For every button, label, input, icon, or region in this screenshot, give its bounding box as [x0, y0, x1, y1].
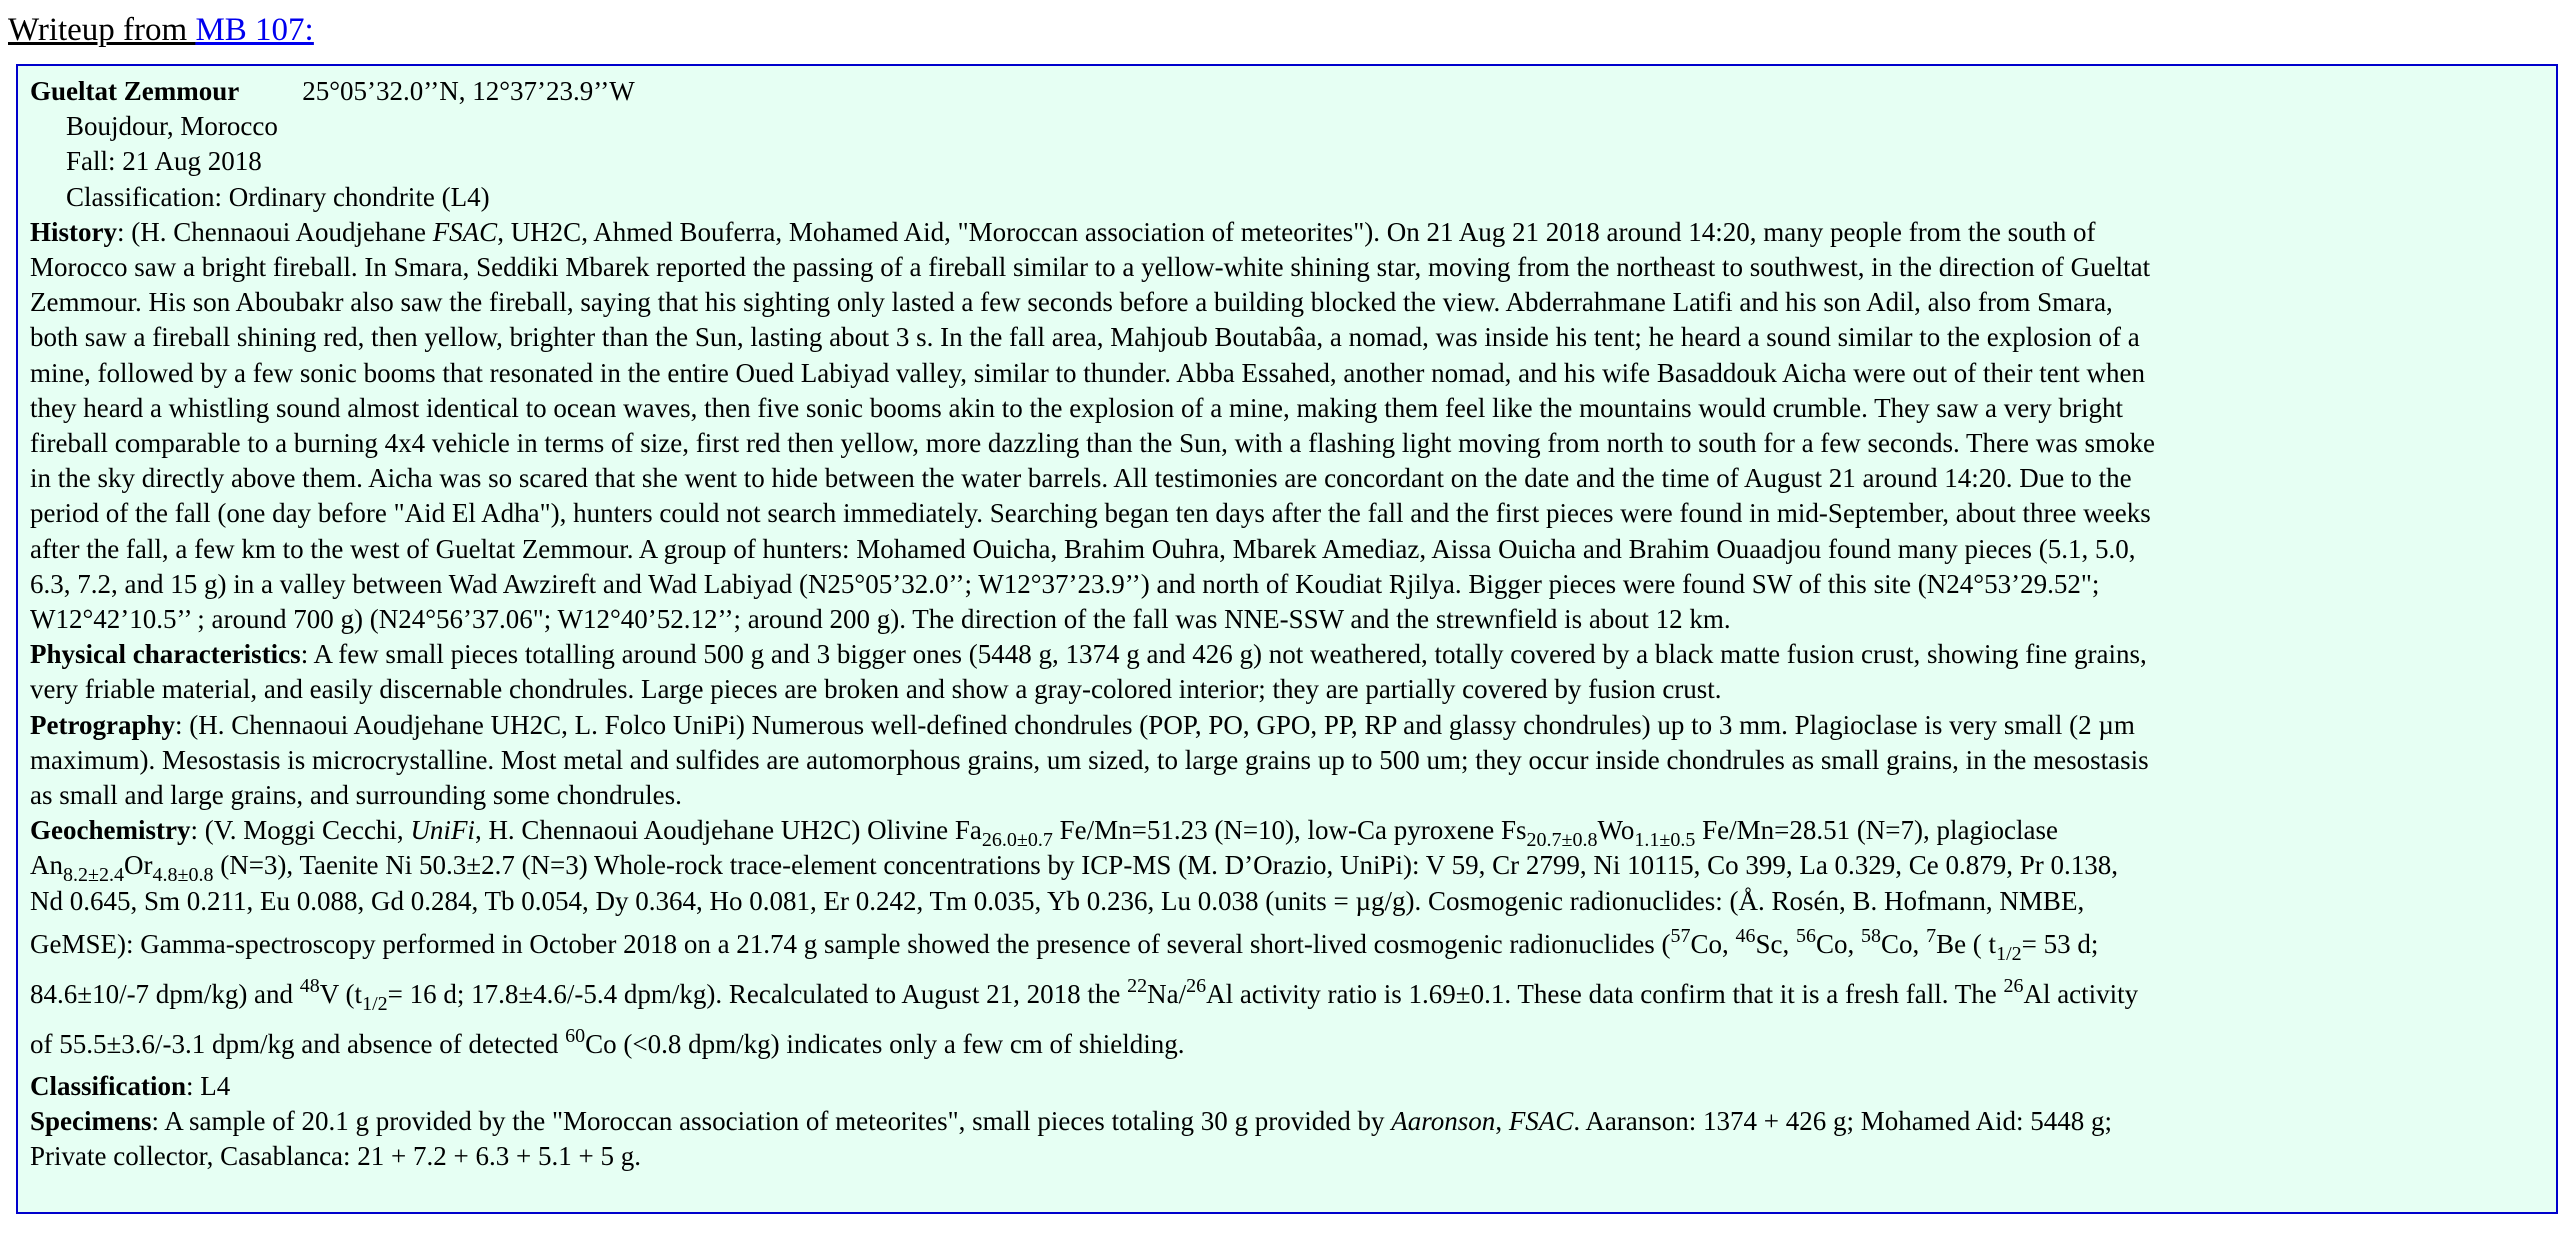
fs-subscript: 20.7±0.8	[1526, 829, 1598, 852]
history-text: W12°42’10.5’’ ; around 700 g) (N24°56’37.06"; W12°40’52.12’’; around 200 g). The direction of the fall was NNE-SSW and the strewnfield is about 12 km.	[30, 604, 1731, 635]
history-text: after the fall, a few km to the west of Gueltat Zemmour. A group of hunters: Mohamed Ouicha, Brahim Ouhra, Mbarek Amediaz, Aissa Ouicha and Brahim Ouaadjou found many pieces (5.1, 5.0,	[30, 533, 2136, 564]
geochem-text: An	[30, 850, 63, 881]
geochemistry-section	[30, 813, 2544, 1069]
history-label: History	[30, 216, 117, 247]
history-section	[30, 215, 2544, 637]
half-life-subscript: 1/2	[362, 992, 388, 1015]
heading-prefix: Writeup from	[8, 12, 196, 48]
classification-section	[30, 1069, 2544, 1104]
geochem-unifi: UniFi	[410, 815, 475, 846]
history-fsac: FSAC	[432, 216, 498, 247]
history-text: fireball comparable to a burning 4x4 vehicle in terms of size, first red then yellow, more dazzling than the Sun, with a flashing light moving from north to south for a few seconds. There was smoke	[30, 428, 2155, 459]
geochem-text: Al activity	[2023, 978, 2139, 1009]
geochem-text: Fe/Mn=28.51 (N=7), plagioclase	[1695, 815, 2058, 846]
physical-section	[30, 637, 2544, 707]
an-subscript: 8.2±2.4	[63, 864, 124, 887]
isotope-superscript: 60	[565, 1024, 586, 1047]
isotope-superscript: 22	[1127, 974, 1148, 997]
geochem-text: (N=3), Taenite Ni 50.3±2.7 (N=3) Whole-rock trace-element concentrations by ICP-MS (M. D’Orazio, UniPi): V 59, Cr 2799, Ni 10115, Co 399, La 0.329, Ce 0.879, Pr 0.138,	[213, 850, 2119, 881]
title-line	[30, 74, 2544, 109]
geochem-text: Sc,	[1755, 928, 1797, 959]
specimens-aaronson: Aaronson	[1391, 1106, 1496, 1137]
petrography-section	[30, 708, 2544, 814]
meteorite-location: Boujdour, Morocco	[66, 111, 278, 142]
meteorite-name: Gueltat Zemmour	[30, 76, 240, 106]
specimens-section	[30, 1104, 2544, 1174]
history-text: mine, followed by a few sonic booms that resonated in the entire Oued Labiyad valley, similar to thunder. Abba Essahed, another nomad, and his wife Basaddouk Aicha were out of their tent when	[30, 357, 2145, 388]
half-life-subscript: 1/2	[1996, 942, 2022, 965]
geochem-text: Co,	[1690, 928, 1736, 959]
history-text: they heard a whistling sound almost identical to ocean waves, then five sonic booms akin to the explosion of a mine, making them feel like the mountains would crumble. They saw a very bright	[30, 392, 2124, 423]
mb107-link[interactable]: MB 107:	[195, 12, 314, 48]
geochem-text: Na/	[1147, 978, 1187, 1009]
meteorite-writeup-box	[16, 64, 2558, 1214]
isotope-superscript: 58	[1861, 924, 1882, 947]
or-subscript: 4.8±0.8	[152, 864, 214, 887]
fa-subscript: 26.0±0.7	[981, 829, 1053, 852]
petrography-text: : (H. Chennaoui Aoudjehane UH2C, L. Folco UniPi) Numerous well-defined chondrules (POP, PO, GPO, PP, RP and glassy chondrules) up to 3 mm. Plagioclase is very small (2 µm	[174, 709, 2135, 740]
geochem-text: = 16 d; 17.8±4.6/-5.4 dpm/kg). Recalculated to August 21, 2018 the	[387, 978, 1128, 1009]
history-text: : (H. Chennaoui Aoudjehane	[117, 216, 433, 247]
geochem-text: Co,	[1816, 928, 1862, 959]
geochemistry-label: Geochemistry	[30, 815, 191, 846]
meteorite-classification-line: Classification: Ordinary chondrite (L4)	[66, 181, 490, 212]
specimens-fsac: FSAC	[1508, 1106, 1574, 1137]
classification-label: Classification	[30, 1070, 187, 1101]
physical-text: : A few small pieces totalling around 500 g and 3 bigger ones (5448 g, 1374 g and 426 g) not weathered, totally covered by a black matte fusion crust, showing fine grains,	[300, 639, 2147, 670]
isotope-superscript: 56	[1796, 924, 1817, 947]
meteorite-coords: 25°05’32.0’’N, 12°37’23.9’’W	[302, 76, 635, 106]
specimens-text: . Aaranson: 1374 + 426 g; Mohamed Aid: 5448 g;	[1573, 1106, 2113, 1137]
physical-label: Physical characteristics	[30, 639, 301, 670]
wo-subscript: 1.1±0.5	[1634, 829, 1696, 852]
geochem-text: = 53 d;	[2021, 928, 2099, 959]
isotope-superscript: 26	[2003, 974, 2024, 997]
history-text: 6.3, 7.2, and 15 g) in a valley between Wad Awzireft and Wad Labiyad (N25°05’32.0’’; W12°37’23.9’’) and north of Koudiat Rjilya. Bigger pieces were found SW of this site (N24°53’29.52";	[30, 568, 2100, 599]
history-text: period of the fall (one day before "Aid El Adha"), hunters could not search immediately. Searching began ten days after the fall and the first pieces were found in mid-September, about three weeks	[30, 498, 2151, 529]
geochem-text: , H. Chennaoui Aoudjehane UH2C) Olivine Fa	[474, 815, 982, 846]
isotope-superscript: 48	[299, 974, 320, 997]
geochem-text: Co (<0.8 dpm/kg) indicates only a few cm of shielding.	[585, 1028, 1185, 1059]
physical-text: very friable material, and easily discernable chondrules. Large pieces are broken and show a gray-colored interior; they are partially covered by fusion crust.	[30, 674, 1722, 705]
geochem-text: : (V. Moggi Cecchi,	[190, 815, 411, 846]
geochem-text: GeMSE): Gamma-spectroscopy performed in October 2018 on a 21.74 g sample showed the presence of several short-lived cosmogenic radionuclides (	[30, 928, 1671, 959]
history-text: in the sky directly above them. Aicha was so scared that she went to hide between the water barrels. All testimonies are concordant on the date and the time of August 21 around 14:20. Due to the	[30, 463, 2132, 494]
isotope-superscript: 57	[1670, 924, 1691, 947]
history-text: Morocco saw a bright fireball. In Smara, Seddiki Mbarek reported the passing of a fireball similar to a yellow-white shining star, moving from the northeast to southwest, in the direction of Gueltat	[30, 252, 2151, 283]
history-text: both saw a fireball shining red, then yellow, brighter than the Sun, lasting about 3 s. In the fall area, Mahjoub Boutabâa, a nomad, was inside his tent; he heard a sound similar to the explosion of a	[30, 322, 2140, 353]
specimens-text: : A sample of 20.1 g provided by the "Moroccan association of meteorites", small pieces totaling 30 g provided by	[151, 1106, 1392, 1137]
meteorite-fall-date: Fall: 21 Aug 2018	[66, 146, 262, 177]
petrography-label: Petrography	[30, 709, 175, 740]
specimens-text: ,	[1495, 1106, 1509, 1137]
petrography-text: maximum). Mesostasis is microcrystalline. Most metal and sulfides are automorphous grains, um sized, to large grains up to 500 um; they occur inside chondrules as small grains, in the mesostasis	[30, 744, 2149, 775]
geochem-text: 84.6±10/-7 dpm/kg) and	[30, 978, 300, 1009]
isotope-superscript: 7	[1926, 924, 1937, 947]
geochem-text: of 55.5±3.6/-3.1 dpm/kg and absence of detected	[30, 1028, 566, 1059]
petrography-text: as small and large grains, and surrounding some chondrules.	[30, 780, 682, 811]
isotope-superscript: 26	[1186, 974, 1207, 997]
specimens-text: Private collector, Casablanca: 21 + 7.2 + 6.3 + 5.1 + 5 g.	[30, 1141, 641, 1172]
history-text: , UH2C, Ahmed Bouferra, Mohamed Aid, "Moroccan association of meteorites"). On 21 Aug 21 2018 around 14:20, many people from the south of	[497, 216, 2096, 247]
geochem-text: Or	[123, 850, 153, 881]
geochem-text: Nd 0.645, Sm 0.211, Eu 0.088, Gd 0.284, Tb 0.054, Dy 0.364, Ho 0.081, Er 0.242, Tm 0.035, Yb 0.236, Lu 0.038 (units = µg/g). Cosmogenic radionuclides: (Å. Rosén, B. Hofmann, NMBE,	[30, 885, 2085, 916]
geochem-text: Al activity ratio is 1.69±0.1. These data confirm that it is a fresh fall. The	[1206, 978, 2004, 1009]
history-text: Zemmour. His son Aboubakr also saw the fireball, saying that his sighting only lasted a few seconds before a building blocked the view. Abderrahmane Latifi and his son Adil, also from Smara,	[30, 287, 2113, 318]
geochem-text: Fe/Mn=51.23 (N=10), low-Ca pyroxene Fs	[1052, 815, 1527, 846]
isotope-superscript: 46	[1735, 924, 1756, 947]
specimens-label: Specimens	[30, 1106, 152, 1137]
writeup-heading	[8, 10, 314, 50]
geochem-text: V (t	[319, 978, 363, 1009]
geochem-text: Be ( t	[1936, 928, 1997, 959]
geochem-text: Co,	[1881, 928, 1927, 959]
classification-value: : L4	[186, 1070, 231, 1101]
geochem-text: Wo	[1597, 815, 1635, 846]
